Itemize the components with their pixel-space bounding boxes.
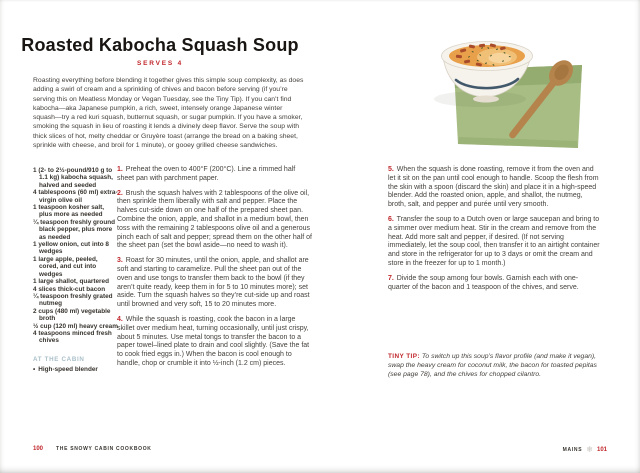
- at-the-cabin-heading: AT THE CABIN: [33, 355, 85, 363]
- step-3: [117, 257, 314, 310]
- tiny-tip: [388, 352, 604, 379]
- ingredient-item: 2 cups (480 ml) vegetable broth: [33, 307, 111, 323]
- step-text: Preheat the oven to 400°F (200°C). Line a rimmed half sheet pan with parchment paper.: [117, 166, 296, 182]
- soup-illustration: [382, 24, 612, 162]
- step-6: [388, 216, 600, 269]
- recipe-title: Roasted Kabocha Squash Soup: [21, 35, 299, 55]
- step-1: [117, 166, 314, 184]
- step-number: 6.: [388, 215, 394, 223]
- step-text: When the squash is done roasting, remove it from the oven and let it sit on the pan until cool enough to handle. Scoop the flesh from the skin with a spoon (discard the skin) and place it in a high-speed blender. Add the roasted onion, apple, and shallot, the nutmeg, broth, salt, and pepper and purée until very smooth.: [388, 166, 599, 209]
- book-title: THE SNOWY CABIN COOKBOOK: [56, 446, 152, 452]
- ingredient-item: ½ cup (120 ml) heavy cream: [33, 322, 118, 330]
- step-text: While the squash is roasting, cook the bacon in a large skillet over medium heat, turning occasionally, until just crispy, about 5 minutes. Use metal tongs to transfer the bacon to a paper towel–lined plate to drain and cool slightly. (Save the fat to cook fried eggs in.) When the bacon is cool enough to handle, chop or crumble it into ½-inch (1.2 cm) pieces.: [117, 315, 310, 367]
- at-the-cabin-item-label: High-speed blender: [38, 365, 98, 373]
- step-number: 4.: [117, 315, 123, 323]
- step-2: [117, 190, 314, 252]
- section-title: MAINS: [562, 447, 583, 453]
- method-steps-right: [388, 166, 600, 298]
- step-text: Transfer the soup to a Dutch oven or large saucepan and bring to a simmer over medium heat. Stir in the cream and remove from the heat. Add more salt and pepper, if desired. (If not serving immediately, let the soup cool, then transfer it to an airtight container and store in the refrigerator for up to 3 days or omit the cream and store in the freezer for up to 1 month.): [388, 215, 600, 267]
- ingredient-item: 1 yellow onion, cut into 8 wedges: [33, 241, 109, 256]
- step-text: Brush the squash halves with 2 tablespoons of the olive oil, then sprinkle them liberally with salt and pepper. Place the halves cut-side down on one half of the prepared sheet pan. Combine the onion, apple, and shallot in a medium bowl, then toss with the remaining 2 tablespoons olive oil and a generous pinch each of salt and pepper; spread them on the other half of the sheet pan (set the bowl aside—no need to wash it).: [117, 189, 312, 250]
- ingredient-item: 1 (2- to 2½-pound/910 g to 1.1 kg) kabocha squash, halved and seeded: [33, 167, 113, 189]
- ingredient-item: 1 large shallot, quartered: [33, 278, 110, 286]
- footer-right: [563, 446, 607, 454]
- recipe-intro: Roasting everything before blending it together gives this simple soup complexity, as does adding a swirl of cream and a sprinkling of chives and bacon before serving (if you’re serving this on Meatless Monday or Vegan Tuesday, see the Tiny Tip). If you can’t find kabocha—aka Japanese pumpkin, a rich, sweet, intensely orange Japanese winter squash—try a red kuri squash, butternut squash, or sugar pumpkin. If you have a smoker, smoking the squash in lieu of roasting it lends a divinely deep flavor. Serve the soup with thick slices of hot, melty cheddar or Gruyère toast (arrange the bread on a baking sheet, sprinkle with cheese, and broil for 1 minute), or gooey grilled cheese sandwiches.: [33, 77, 304, 150]
- method-steps-left: [117, 166, 314, 375]
- ingredient-item: 1 teaspoon kosher salt, plus more as needed: [33, 204, 105, 219]
- ingredient-item: 4 teaspoons minced fresh chives: [33, 329, 112, 345]
- page-right: [320, 0, 640, 473]
- serves-line: SERVES 4: [136, 60, 184, 67]
- step-5: [388, 166, 600, 210]
- step-text: Roast for 30 minutes, until the onion, apple, and shallot are soft and starting to caramelize. Pull the sheet pan out of the oven and use tongs to transfer them back to the bowl (if they aren’t quite ready, keep them in for 5 to 10 minutes more); set aside. Turn the squash halves so they’re cut-side up and roast until browned and very soft, 15 to 20 minutes more.: [117, 257, 310, 309]
- ingredient-item: ¼ teaspoon freshly grated nutmeg: [33, 292, 113, 308]
- ingredients-list: [33, 167, 118, 373]
- step-number: 2.: [117, 189, 123, 197]
- page-number-right: 101: [596, 447, 607, 453]
- step-number: 3.: [117, 257, 123, 265]
- tiny-tip-text: To switch up this soup’s flavor profile (and make it vegan), swap the heavy cream for coconut milk, the bacon for toasted pepitas (see page 78), and the chives for chopped cilantro.: [388, 353, 597, 378]
- page-number-left: 100: [33, 446, 44, 452]
- step-number: 1.: [117, 166, 123, 173]
- step-number: 5.: [388, 166, 394, 173]
- tiny-tip-label: TINY TIP:: [388, 353, 420, 360]
- snowflake-icon: ❄: [586, 445, 593, 454]
- footer-left: [33, 446, 152, 452]
- ingredient-item: 1 large apple, peeled, cored, and cut into wedges: [33, 255, 98, 278]
- bullet-icon: •: [33, 365, 36, 373]
- step-number: 7.: [388, 274, 394, 282]
- at-the-cabin-item: [33, 366, 118, 373]
- step-7: [388, 275, 600, 293]
- ingredient-item: 4 tablespoons (60 ml) extra-virgin olive oil: [33, 189, 118, 204]
- step-4: [117, 316, 314, 369]
- step-text: Divide the soup among four bowls. Garnish each with one-quarter of the bacon and 1 teaspoon of the chives, and serve.: [388, 274, 579, 291]
- ingredient-item: 4 slices thick-cut bacon: [33, 285, 106, 293]
- ingredient-item: ¼ teaspoon freshly ground black pepper, plus more as needed: [33, 218, 116, 241]
